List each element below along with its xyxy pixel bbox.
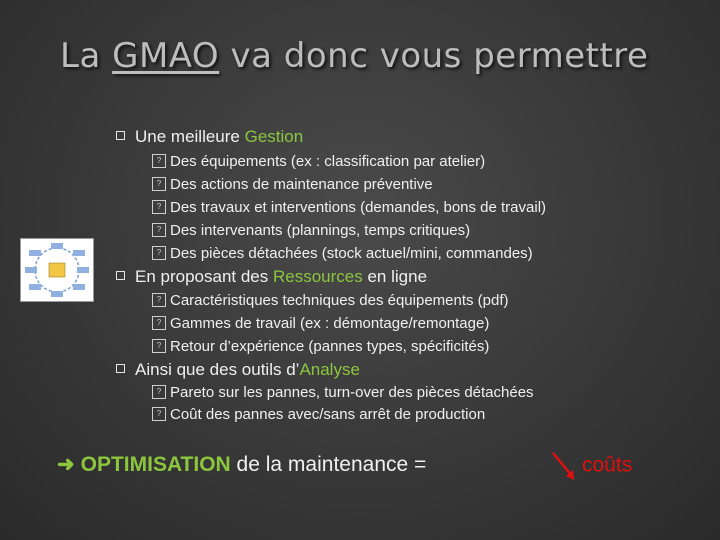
- missing-glyph-icon: ?: [152, 154, 166, 168]
- square-bullet-icon: [116, 271, 125, 280]
- conclusion-text: de la maintenance =: [230, 453, 427, 476]
- section-ressources: En proposant des Ressources en ligne: [116, 267, 427, 287]
- costs-label: coûts: [582, 453, 633, 477]
- slide-title: La GMAO va donc vous permettre: [60, 36, 649, 76]
- square-bullet-icon: [116, 364, 125, 373]
- list-item: ? Des équipements (ex : classification par atelier): [152, 153, 485, 170]
- list-item: ? Retour d’expérience (pannes types, spécificités): [152, 338, 489, 355]
- missing-glyph-icon: ?: [152, 177, 166, 191]
- missing-glyph-icon: ?: [152, 385, 166, 399]
- missing-glyph-icon: ?: [152, 246, 166, 260]
- gmao-diagram-thumbnail: [20, 238, 94, 302]
- list-item: ? Des travaux et interventions (demandes, bons de travail): [152, 199, 546, 216]
- list-item: ? Des pièces détachées (stock actuel/mini, commandes): [152, 245, 533, 262]
- list-item: ? Gammes de travail (ex : démontage/remontage): [152, 315, 489, 332]
- missing-glyph-icon: ?: [152, 223, 166, 237]
- missing-glyph-icon: ?: [152, 316, 166, 330]
- right-arrow-icon: ➜: [57, 453, 75, 476]
- missing-glyph-icon: ?: [152, 200, 166, 214]
- down-arrow-icon: [550, 450, 578, 482]
- missing-glyph-icon: ?: [152, 339, 166, 353]
- missing-glyph-icon: ?: [152, 293, 166, 307]
- section-gestion: Une meilleure Gestion: [116, 127, 303, 147]
- list-item: ? Caractéristiques techniques des équipements (pdf): [152, 292, 509, 309]
- list-item: ? Des actions de maintenance préventive: [152, 176, 433, 193]
- costs-result: [550, 450, 632, 482]
- conclusion-emphasis: OPTIMISATION: [80, 453, 231, 476]
- list-item: ? Pareto sur les pannes, turn-over des pièces détachées: [152, 384, 534, 401]
- title-acronym: GMAO: [112, 36, 220, 76]
- square-bullet-icon: [116, 131, 125, 140]
- list-item: ? Coût des pannes avec/sans arrêt de production: [152, 406, 485, 423]
- list-item: ? Des intervenants (plannings, temps critiques): [152, 222, 470, 239]
- section-analyse: Ainsi que des outils d’Analyse: [116, 360, 360, 380]
- conclusion-line: [57, 452, 426, 477]
- missing-glyph-icon: ?: [152, 407, 166, 421]
